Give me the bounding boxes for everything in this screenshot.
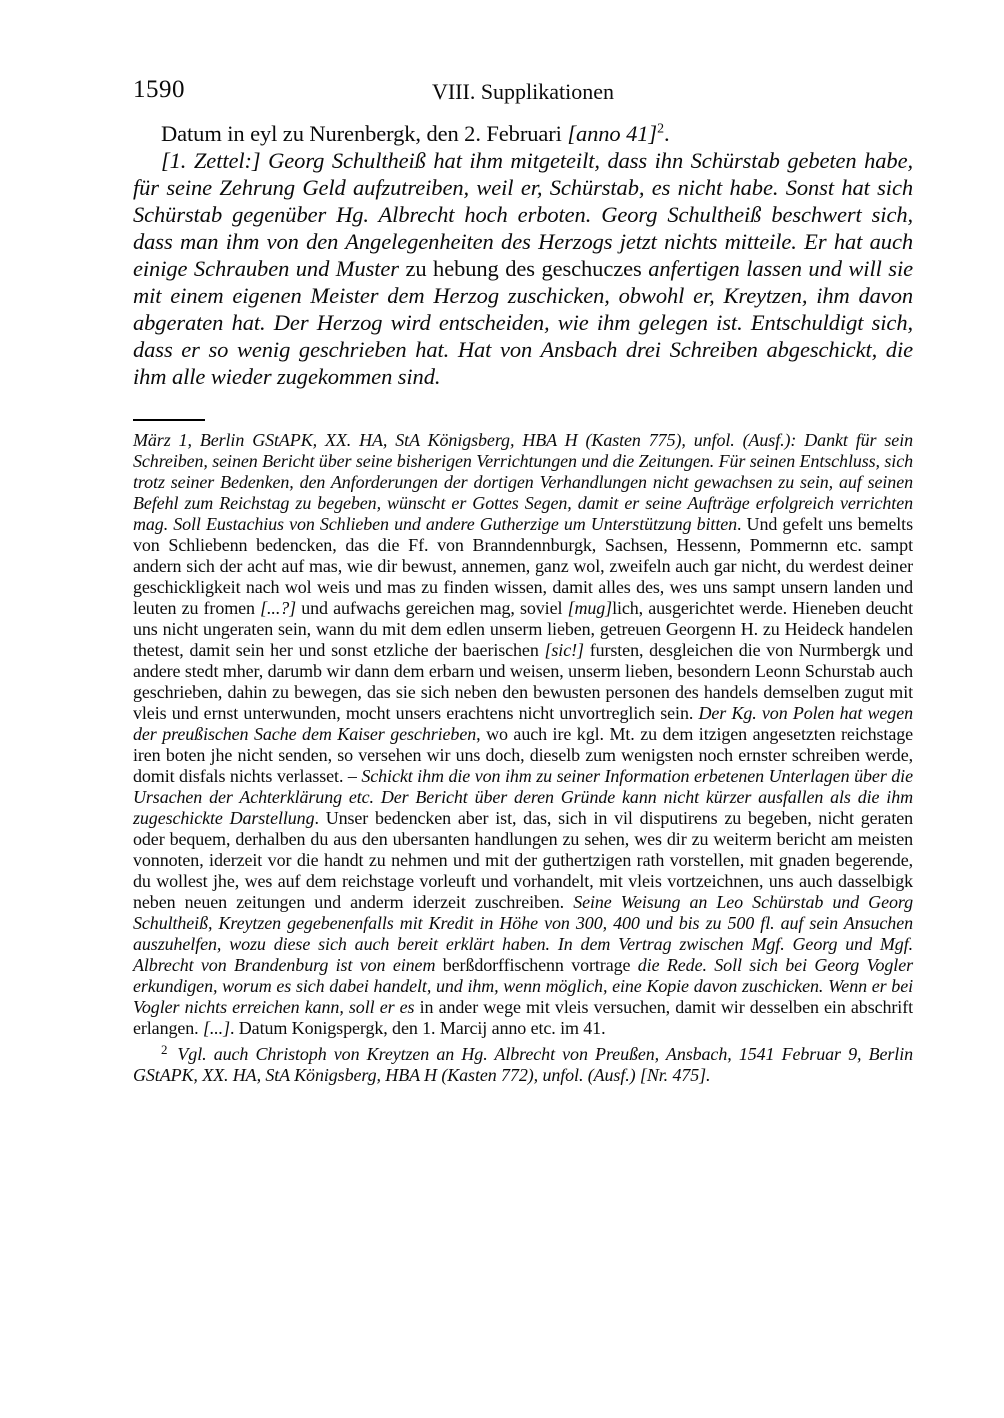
page-header bbox=[133, 76, 913, 120]
footnote-2-marker: 2 bbox=[161, 1042, 168, 1057]
text-column bbox=[133, 76, 913, 1086]
running-header: VIII. Supplikationen bbox=[431, 79, 615, 104]
paragraph-datum: Datum in eyl zu Nurenbergk, den 2. Februari [anno 41]$^2$. bbox=[161, 121, 670, 146]
page-number: 1590 bbox=[133, 76, 185, 103]
footnote-continuation: März 1, Berlin GStAPK, XX. HA, StA Königsberg, HBA H (Kasten 775), unfol. (Ausf.): Dankt für sein Schreiben, seinen Bericht über seine bisherigen Verrichtungen und die Zeitungen. Für seinen Entschluss, sich trotz seiner Bedenken, den Anforderungen der dortigen Verhandlungen nicht gewachsen zu sein, auf seinen Befehl zum Reichstag zu begeben, wünscht er Gottes Segen, damit er seine Aufträge erfolgreich verrichten mag. Soll Eustachius von Schlieben und andere Gutherzige um Unterstützung bitten. Und gefelt uns bemelts von Schliebenn bedencken, das die Ff. von Branndennburgk, Sachsen, Hessenn, Pommernn etc. sampt andern sich der acht auf mas, wie dir bewust, annemen, ganz wol, zweifeln auch gar nicht, du werdest deiner geschickligkeit nach wol weis und mas zu finden wissen, damit alles des, wes uns sampt unsern landen und leuten zu fromen [...?] und aufwachs gereichen mag, soviel [mug]lich, ausgerichtet werde. Hieneben deucht uns nicht ungeraten sein, wann du mit dem edlen unserm lieben, getreuen Georgenn H. zu Heideck handelen thetest, damit sein her und sonst etzliche der baerischen [sic!] fursten, desgleichen die von Nurmbergk und andere stedt mher, darumb wir dann dem erbarn und weisen, unserm lieben, besondern Leonn Schurstab auch geschrieben, dahin zu bewegen, das sie sich neben den bewusten personen des handels demselben zugut mit vleis und ernst unterwunden, mocht unsers erachtens nicht unvortreglich sein. Der Kg. von Polen hat wegen der preußischen Sache dem Kaiser geschrieben, wo auch ire kgl. Mt. zu dem itzigen angesetzten reichstage iren boten jhe nicht senden, so versehen wir uns doch, dieselb zum wenigsten noch ernster schreiben werde, domit disfals nichts verlasset. – Schickt ihm die von ihm zu seiner Information erbetenen Unterlagen über die Ursachen der Achterklärung etc. Der Bericht über deren Gründe kann nicht kürzer ausfallen als die ihm zugeschickte Darstellung. Unser bedencken aber ist, das, sich in vil disputirens zu begeben, nicht geraten oder bequem, derhalben du aus den ubersanten handlungen zu sehen, wes dir zu weiterm bericht am meisten vonnoten, iderzeit vor die handt zu nehmen und mit der guthertzigen rath vorstellen, mit gnaden begerende, du wollest jhe, wes auf dem reichstage vorleuft und vorhandelt, mit vleis vortzeichnen, uns auch dasselbigk neben neuen zeitungen und anderm iderzeit zuschreiben. Seine Weisung an Leo Schürstab und Georg Schultheiß, Kreytzen gegebenenfalls mit Kredit in Höhe von 300, 400 und bis zu 500 fl. auf sein Ansuchen auszuhelfen, wozu diese sich auch bereit erklärt haben. In dem Vertrag zwischen Mgf. Georg und Mgf. Albrecht von Brandenburg ist von einem berßdorffischenn vortrage die Rede. Soll sich bei Georg Vogler erkundigen, worum es sich dabei handelt, und ihm, wenn möglich, eine Kopie davon zuschicken. Wenn er bei Vogler nichts erreichen kann, soll er es in ander wege mit vleis versuchen, damit wir desselben ein abschrift erlangen. [...]. Datum Konigspergk, den 1. Marcij anno etc. im 41. bbox=[133, 430, 914, 1038]
footnotes-block bbox=[133, 430, 913, 1086]
main-text bbox=[133, 120, 913, 390]
paragraph-zettel: [1. Zettel:] Georg Schultheiß hat ihm mitgeteilt, dass ihn Schürstab gebeten habe, für seine Zehrung Geld aufzutreiben, weil er, Schürstab, es nicht habe. Sonst hat sich Schürstab gegenüber Hg. Albrecht hoch erboten. Georg Schultheiß beschwert sich, dass man ihm von den Angelegenheiten des Herzogs jetzt nichts mitteile. Er hat auch einige Schrauben und Muster zu hebung des geschuczes anfertigen lassen und will sie mit einem eigenen Meister dem Herzog zuschicken, obwohl er, Kreytzen, ihm davon abgeraten hat. Der Herzog wird entscheiden, wie ihm gelegen ist. Entschuldigt sich, dass er so wenig geschrieben hat. Hat von Ansbach drei Schreiben abgeschickt, die ihm alle wieder zugekommen sind. bbox=[133, 148, 913, 389]
footnote-2-text: Vgl. auch Christoph von Kreytzen an Hg. Albrecht von Preußen, Ansbach, 1541 Februar 9, Berlin GStAPK, XX. HA, StA Königsberg, HBA H (Kasten 772), unfol. (Ausf.) [Nr. 475]. bbox=[133, 1044, 913, 1085]
footnote-2 bbox=[133, 1039, 913, 1086]
footnote-separator-rule bbox=[133, 419, 205, 421]
